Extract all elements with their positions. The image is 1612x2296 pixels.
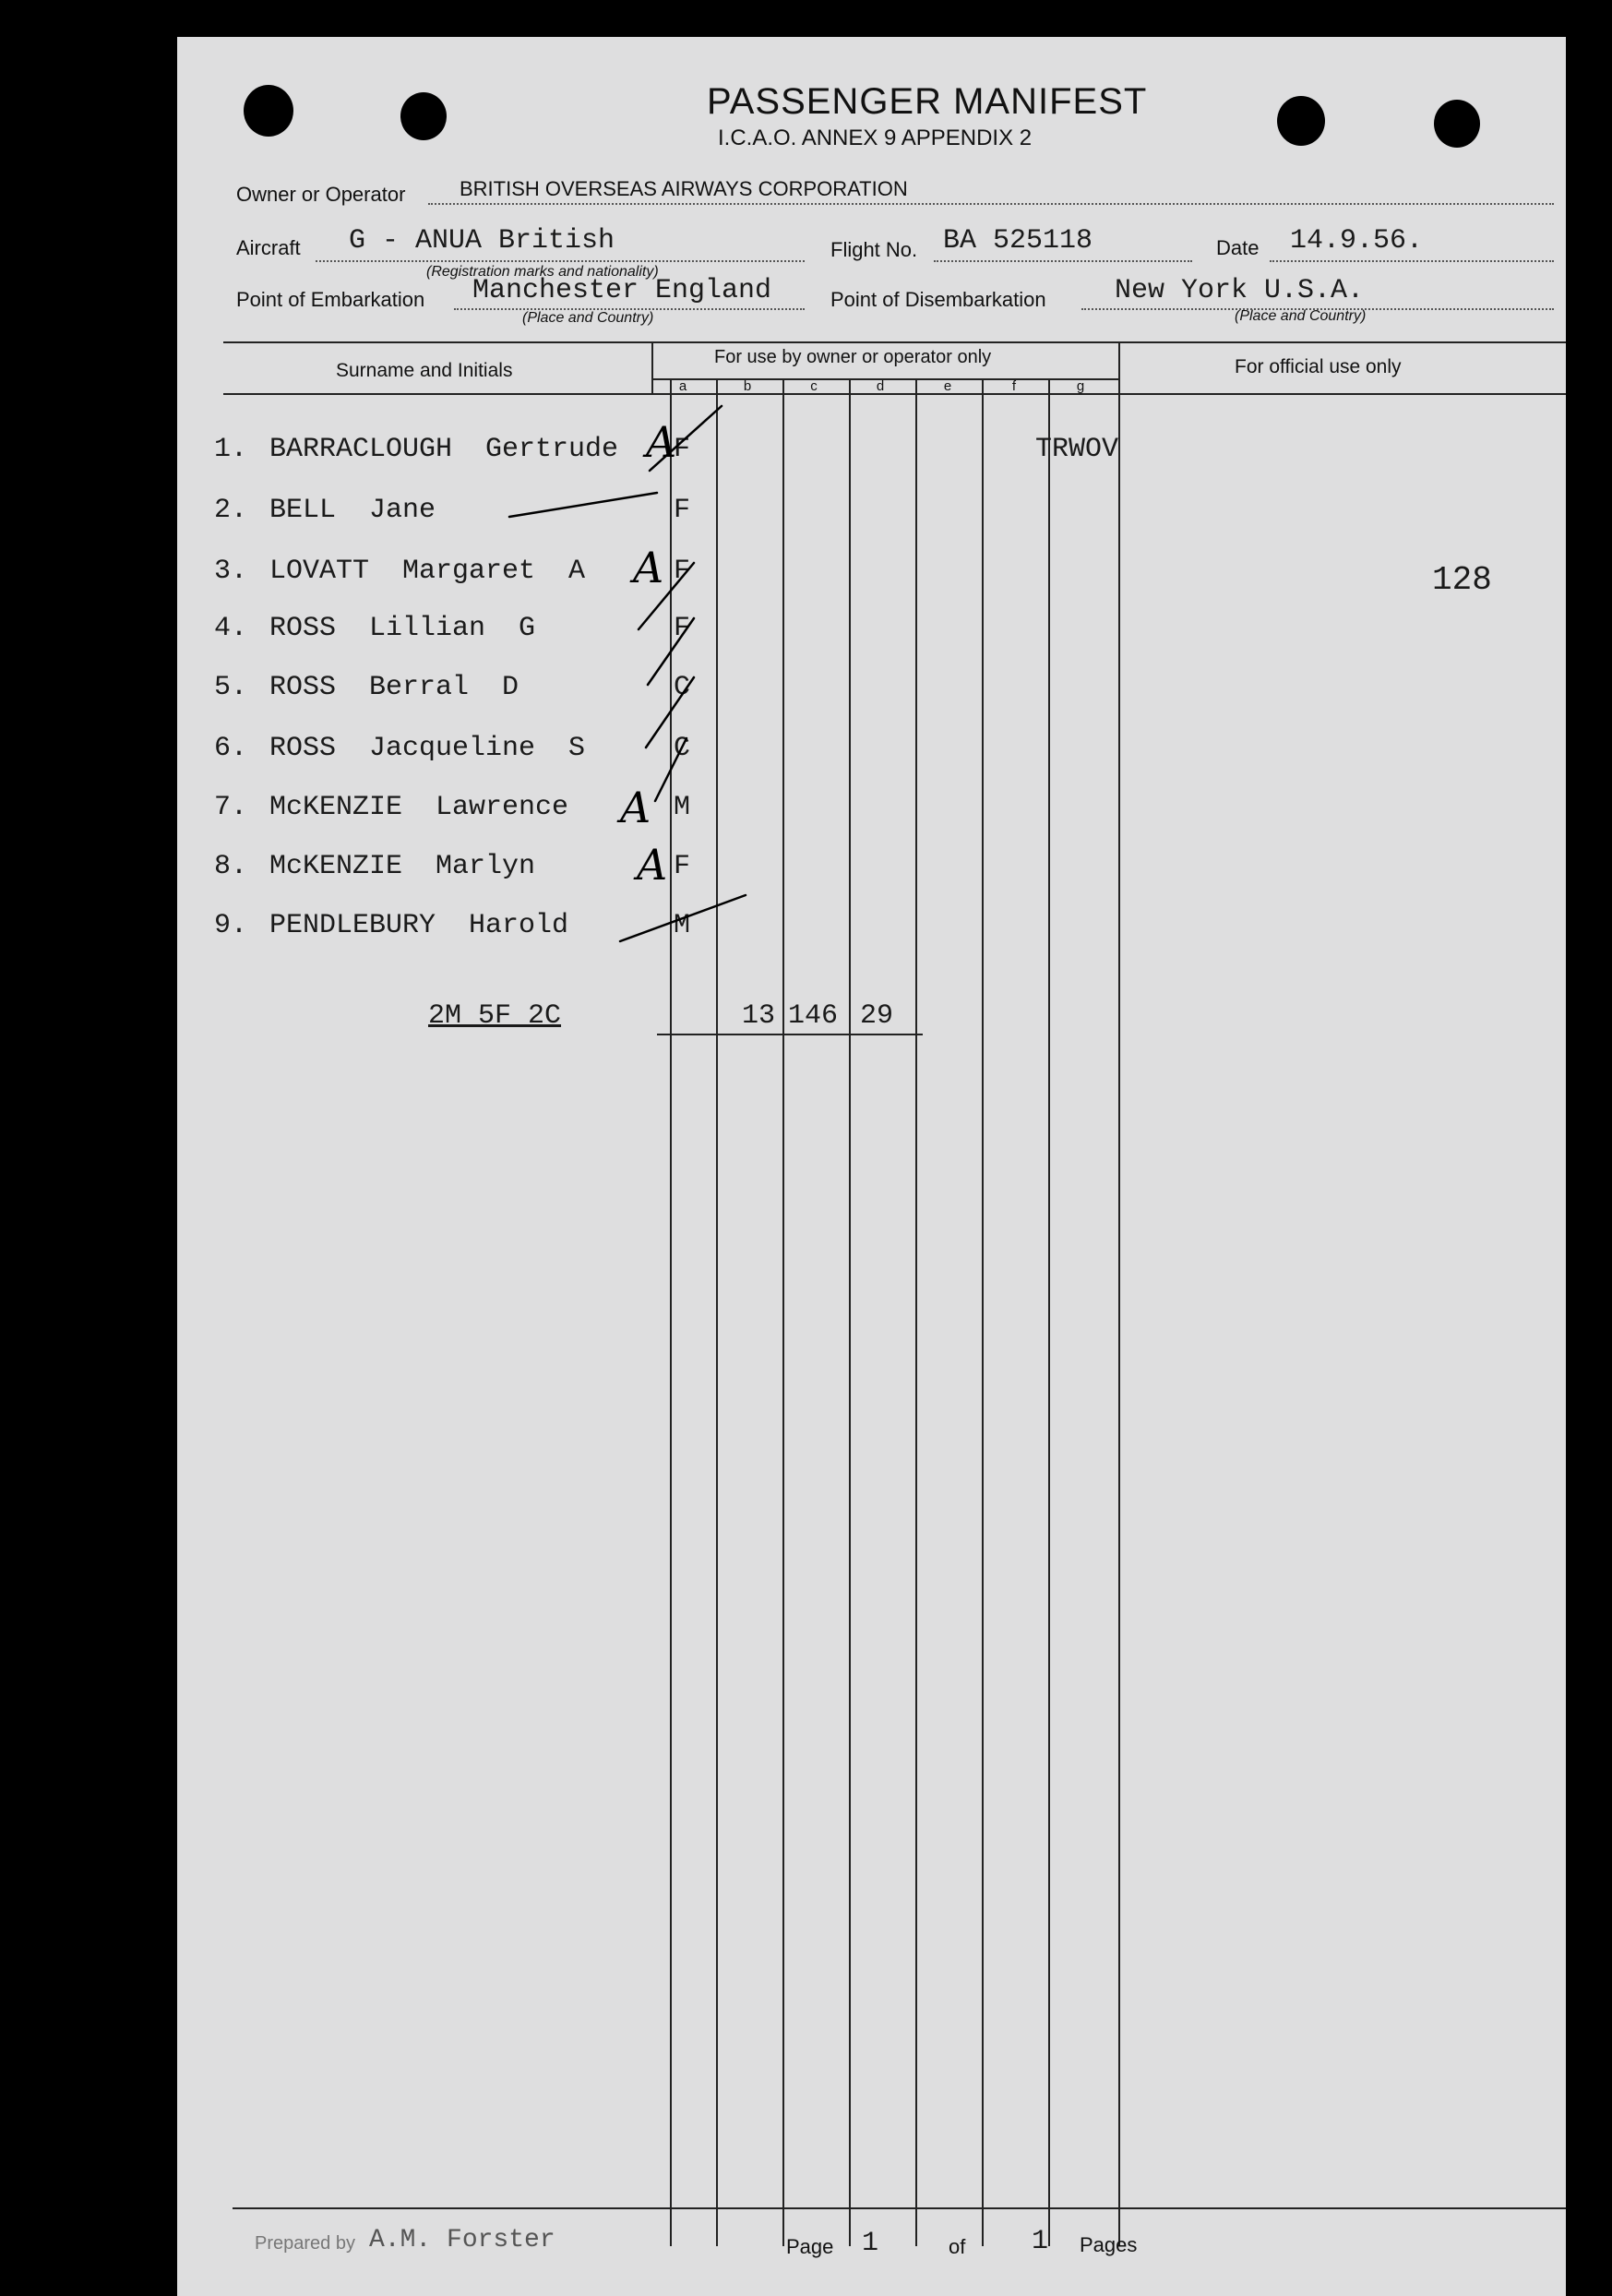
handwritten-mark: A	[637, 840, 668, 890]
of-label: of	[949, 2235, 966, 2258]
passenger-name: McKENZIE Marlyn	[269, 851, 536, 882]
aircraft-label: Aircraft	[236, 236, 301, 259]
column-header-c: c	[810, 378, 818, 394]
passenger-extra: TRWOV	[1035, 434, 1119, 465]
column-line-official	[1118, 380, 1120, 2246]
handwritten-mark: A	[646, 417, 677, 467]
embarkation-label: Point of Embarkation	[236, 288, 425, 311]
passenger-category: C	[674, 672, 691, 703]
page-number: 1	[862, 2228, 879, 2259]
passenger-category: F	[674, 434, 691, 465]
flight-value: BA 525118	[943, 225, 1093, 257]
row-number: 9.	[213, 910, 247, 941]
operator-column-header: For use by owner or operator only	[714, 347, 992, 367]
passenger-name: PENDLEBURY Harold	[269, 910, 569, 941]
passenger-category: F	[674, 495, 691, 526]
passenger-category: F	[674, 851, 691, 882]
prepared-by-label: Prepared by	[255, 2233, 355, 2254]
row-number: 7.	[213, 792, 247, 823]
official-column-header: For official use only	[1235, 356, 1402, 377]
pen-stroke	[639, 563, 694, 629]
manifest-sheet	[177, 37, 1566, 2296]
prepared-by-value: A.M. Forster	[369, 2226, 555, 2254]
disembarkation-label: Point of Disembarkation	[830, 288, 1046, 311]
page-title: PASSENGER MANIFEST	[707, 81, 1148, 122]
passenger-name: ROSS Lillian G	[269, 613, 536, 644]
page-label: Page	[786, 2235, 834, 2258]
flight-label: Flight No.	[830, 238, 918, 261]
pen-stroke	[650, 406, 722, 471]
owner-label: Owner or Operator	[236, 183, 406, 206]
totals-d: 29	[860, 1000, 894, 1032]
pen-stroke	[646, 677, 694, 747]
punch-hole-icon	[1277, 96, 1325, 146]
column-header-f: f	[1011, 378, 1017, 394]
passenger-category: M	[674, 792, 691, 823]
row-number: 4.	[213, 613, 247, 644]
pages-label: Pages	[1080, 2233, 1138, 2256]
column-header-e: e	[943, 378, 952, 394]
totals-c: 146	[788, 1000, 839, 1032]
disembarkation-value: New York U.S.A.	[1115, 275, 1365, 306]
passenger-name: McKENZIE Lawrence	[269, 792, 569, 823]
owner-value: BRITISH OVERSEAS AIRWAYS CORPORATION	[460, 177, 908, 200]
handwritten-mark: A	[633, 543, 664, 592]
handwritten-strokes	[177, 37, 1118, 1052]
passenger-category: F	[674, 556, 691, 587]
column-header-g: g	[1076, 378, 1085, 394]
row-number: 8.	[213, 851, 247, 882]
page-subtitle: I.C.A.O. ANNEX 9 APPENDIX 2	[718, 126, 1033, 150]
embarkation-note: (Place and Country)	[522, 310, 654, 326]
official-note: 128	[1432, 561, 1492, 599]
name-column-header: Surname and Initials	[336, 360, 513, 381]
row-number: 2.	[213, 495, 247, 526]
aircraft-note: (Registration marks and nationality)	[426, 264, 659, 280]
row-number: 6.	[213, 733, 247, 764]
totals-b: 13	[742, 1000, 776, 1032]
passenger-name: BARRACLOUGH Gertrude	[269, 434, 619, 465]
footer-rule	[233, 2207, 1566, 2209]
passenger-name: LOVATT Margaret A	[269, 556, 586, 587]
passenger-category: F	[674, 613, 691, 644]
embarkation-value: Manchester England	[472, 275, 772, 306]
passenger-name: ROSS Jacqueline S	[269, 733, 586, 764]
passenger-name: ROSS Berral D	[269, 672, 519, 703]
date-dotted-line	[1270, 260, 1554, 262]
row-number: 3.	[213, 556, 247, 587]
pen-stroke	[648, 618, 694, 685]
column-header-b: b	[743, 378, 752, 394]
passenger-category: C	[674, 733, 691, 764]
aircraft-value: G - ANUA British	[349, 225, 615, 257]
date-label: Date	[1216, 236, 1260, 259]
passenger-name: BELL Jane	[269, 495, 436, 526]
row-number: 5.	[213, 672, 247, 703]
punch-hole-icon	[1434, 100, 1480, 148]
column-header-d: d	[876, 378, 885, 394]
column-header-a: a	[678, 378, 687, 394]
passenger-category: M	[674, 910, 691, 941]
total-pages: 1	[1032, 2226, 1049, 2257]
date-value: 14.9.56.	[1290, 225, 1424, 257]
disembarkation-note: (Place and Country)	[1235, 308, 1367, 324]
pen-stroke	[620, 895, 746, 941]
totals-summary: 2M 5F 2C	[428, 1000, 562, 1032]
pen-stroke	[509, 493, 657, 517]
pen-stroke	[655, 738, 687, 801]
totals-rule	[657, 1034, 923, 1035]
handwritten-mark: A	[620, 783, 651, 832]
disembarkation-dotted-line	[1081, 308, 1554, 310]
row-number: 1.	[213, 434, 247, 465]
